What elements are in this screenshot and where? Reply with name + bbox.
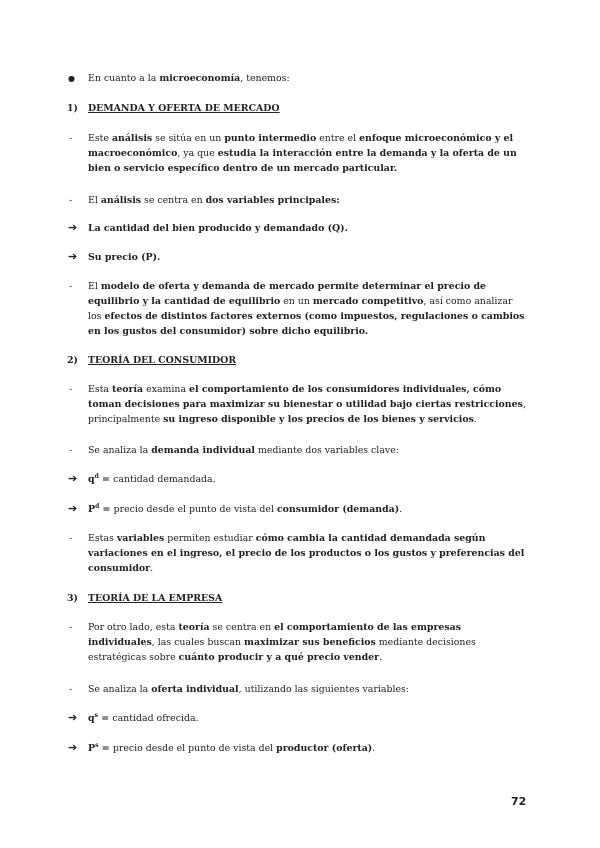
- paragraph-1: - Este análisis se sitúa en un punto intermedio entre el enfoque microeconómico y el macroeconómico, ya que estudia la interacción entre la demanda y la oferta de un bien o servicio específico dentro de un mercado particular.: [69, 133, 517, 174]
- arrow-right-icon: ➔: [68, 221, 78, 234]
- arrow-item-pd: ➔ $P^d$ = precio desde el punto de vista del consumidor (demanda).: [68, 502, 403, 515]
- intro-item: ● En cuanto a la microeconomía, tenemos:: [68, 73, 290, 84]
- paragraph-5: - Se analiza la demanda individual mediante dos variables clave:: [69, 445, 399, 456]
- arrow-item-ps: ➔ $P^s$ = precio desde el punto de vista del productor (oferta).: [68, 741, 376, 754]
- arrow-right-icon: ➔: [68, 472, 78, 485]
- arrow-right-icon: ➔: [68, 502, 78, 515]
- section-title: TEORÍA DEL CONSUMIDOR: [88, 355, 237, 366]
- paragraph-4: - Esta teoría examina el comportamiento de los consumidores individuales, cómo toman decisiones para maximizar su bienestar o utilidad bajo ciertas restricciones, principalmente su ingreso disponible y los precios de los bienes y servicios.: [69, 384, 526, 425]
- dash-icon: -: [69, 133, 73, 144]
- paragraph-2: - El análisis se centra en dos variables principales:: [69, 195, 340, 206]
- arrow-item-qs: ➔ $q^s$ = cantidad ofrecida.: [68, 711, 199, 724]
- arrow-item-quantity: ➔ La cantidad del bien producido y demandado (Q).: [68, 221, 348, 234]
- paragraph-7: - Por otro lado, esta teoría se centra en el comportamiento de las empresas individuales, las cuales buscan maximizar sus beneficios mediante decisiones estratégicas sobre cuánto producir y a qué precio vender.: [69, 622, 476, 663]
- dash-icon: -: [69, 384, 73, 395]
- dash-icon: -: [69, 684, 73, 695]
- arrow-right-icon: ➔: [68, 741, 78, 754]
- section-title: TEORÍA DE LA EMPRESA: [88, 593, 223, 604]
- section-heading-2: 2) TEORÍA DEL CONSUMIDOR: [67, 355, 237, 366]
- dash-icon: -: [69, 195, 73, 206]
- dash-icon: -: [69, 622, 73, 633]
- paragraph-3: - El modelo de oferta y demanda de mercado permite determinar el precio de equilibrio y la cantidad de equilibrio en un mercado competitivo, así como analizar los efectos de distintos factores externos (como impuestos, regulaciones o cambios en los gustos del consumidor) sobre dicho equilibrio.: [69, 281, 525, 337]
- dash-icon: -: [69, 445, 73, 456]
- paragraph-8: - Se analiza la oferta individual, utilizando las siguientes variables:: [69, 684, 409, 695]
- arrow-right-icon: ➔: [68, 250, 78, 263]
- arrow-item-price: ➔ Su precio (P).: [68, 250, 161, 263]
- dash-icon: -: [69, 281, 73, 292]
- section-heading-1: 1) DEMANDA Y OFERTA DE MERCADO: [67, 103, 280, 114]
- arrow-right-icon: ➔: [68, 711, 78, 724]
- paragraph-6: - Estas variables permiten estudiar cómo cambia la cantidad demandada según variaciones en el ingreso, el precio de los productos o los gustos y preferencias del consumidor.: [69, 533, 525, 574]
- page-number: 72: [511, 795, 527, 808]
- dash-icon: -: [69, 533, 73, 544]
- section-title: DEMANDA Y OFERTA DE MERCADO: [88, 103, 280, 114]
- section-heading-3: 3) TEORÍA DE LA EMPRESA: [67, 593, 223, 604]
- arrow-item-qd: ➔ $q^d$ = cantidad demandada.: [68, 472, 216, 485]
- bullet-icon: ●: [68, 74, 75, 83]
